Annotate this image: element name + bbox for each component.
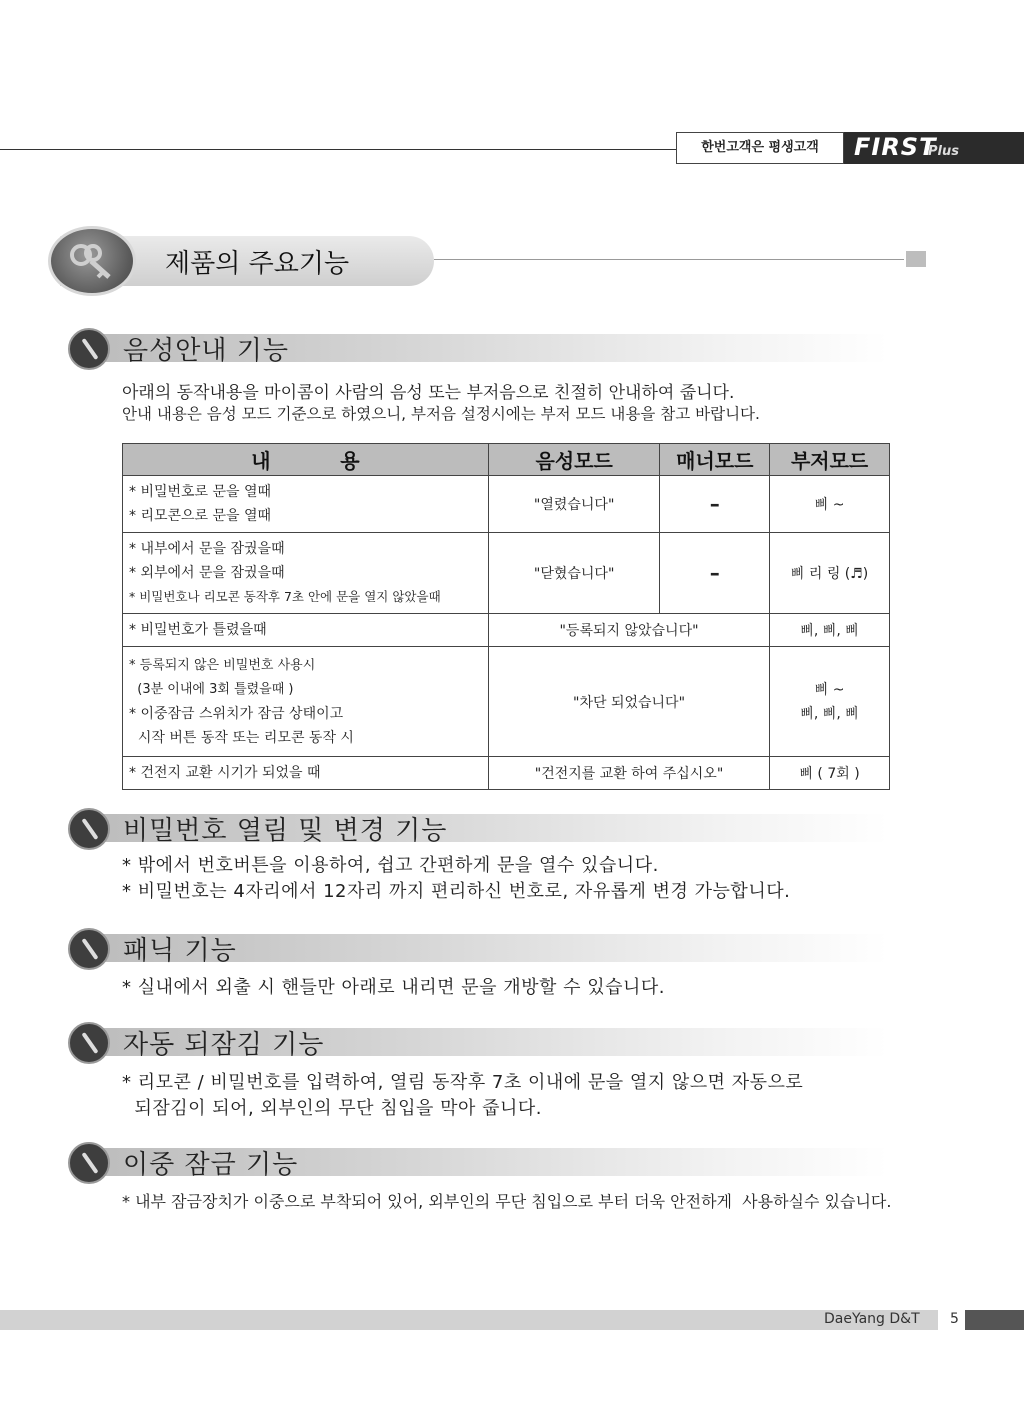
logo-main: FIRST bbox=[854, 133, 937, 161]
row-content bbox=[123, 533, 489, 614]
section-bullet-icon bbox=[68, 1142, 110, 1184]
col-manner-mode: 매너모드 bbox=[660, 444, 770, 476]
panic-line-1: * 실내에서 외출 시 핸들만 아래로 내리면 문을 개방할 수 있습니다. bbox=[122, 977, 666, 998]
row-buzzer-line: 삐 ~ bbox=[814, 681, 845, 698]
section-bullet-icon bbox=[68, 808, 110, 850]
password-line-1: * 밖에서 번호버튼을 이용하여, 쉽고 간편하게 문을 열수 있습니다. bbox=[122, 855, 659, 876]
row-item: * 외부에서 문을 잠궜을때 bbox=[129, 565, 285, 581]
voice-desc-2: 안내 내용은 음성 모드 기준으로 하였으니, 부저음 설정시에는 부저 모드 내용을 참고 바랍니다. bbox=[122, 405, 760, 423]
row-voice: "건전지를 교환 하여 주십시오" bbox=[488, 757, 769, 790]
section-title: 음성안내 기능 bbox=[123, 336, 289, 366]
table-header-row bbox=[123, 444, 890, 476]
autolock-line-2: 되잠김이 되어, 외부인의 무단 침입을 막아 줍니다. bbox=[122, 1098, 542, 1119]
row-manner: – bbox=[660, 533, 770, 614]
section-panic-header bbox=[68, 928, 868, 972]
row-content bbox=[123, 647, 489, 757]
row-item: * 비밀번호나 리모콘 동작후 7초 안에 문을 열지 않았을때 bbox=[129, 589, 441, 604]
section-bullet-icon bbox=[68, 928, 110, 970]
page-title: 제품의 주요기능 bbox=[165, 249, 350, 279]
password-line-2: * 비밀번호는 4자리에서 12자리 까지 편리하신 번호로, 자유롭게 변경 가능합니다. bbox=[122, 881, 791, 902]
autolock-line-1: * 리모콘 / 비밀번호를 입력하여, 열림 동작후 7초 이내에 문을 열지 않으면 자동으로 bbox=[122, 1072, 804, 1093]
title-square bbox=[906, 251, 926, 267]
double-line-1: * 내부 잠금장치가 이중으로 부착되어 있어, 외부인의 무단 침입으로 부터 더욱 안전하게 사용하실수 있습니다. bbox=[122, 1192, 892, 1211]
section-bullet-icon bbox=[68, 328, 110, 370]
table-row bbox=[123, 614, 890, 647]
row-manner: – bbox=[660, 476, 770, 533]
row-content bbox=[123, 614, 489, 647]
brand-logo bbox=[844, 132, 1024, 164]
row-buzzer bbox=[770, 647, 890, 757]
section-title: 자동 되잠김 기능 bbox=[123, 1030, 325, 1060]
row-item: * 등록되지 않은 비밀번호 사용시 bbox=[129, 657, 316, 673]
table-row bbox=[123, 533, 890, 614]
footer-brand: DaeYang D&T bbox=[824, 1311, 920, 1327]
row-item: 시작 버튼 동작 또는 리모콘 동작 시 bbox=[129, 729, 354, 746]
table-row bbox=[123, 647, 890, 757]
header-rule bbox=[0, 149, 676, 150]
footer-tab bbox=[965, 1310, 1024, 1330]
row-buzzer-line: 삐, 삐, 삐 bbox=[800, 705, 859, 722]
table-row bbox=[123, 757, 890, 790]
section-bullet-icon bbox=[68, 1022, 110, 1064]
col-content: 내 용 bbox=[123, 444, 489, 476]
row-content bbox=[123, 757, 489, 790]
row-content bbox=[123, 476, 489, 533]
section-autolock-header bbox=[68, 1022, 868, 1066]
col-buzzer-mode: 부저모드 bbox=[770, 444, 890, 476]
title-rule bbox=[434, 259, 904, 260]
row-item: * 건전지 교환 시기가 되었을 때 bbox=[129, 765, 321, 781]
row-item: * 내부에서 문을 잠궜을때 bbox=[129, 541, 285, 557]
section-password-header bbox=[68, 808, 868, 852]
row-voice: "열렸습니다" bbox=[488, 476, 660, 533]
row-buzzer: 삐 리 링 (♬) bbox=[770, 533, 890, 614]
row-item: * 비밀번호로 문을 열때 bbox=[129, 484, 272, 500]
section-voice-header bbox=[68, 328, 868, 372]
row-voice: "닫혔습니다" bbox=[488, 533, 660, 614]
row-buzzer: 삐 ~ bbox=[770, 476, 890, 533]
section-title: 패닉 기능 bbox=[123, 936, 237, 966]
header-tagline: 한번고객은 평생고객 bbox=[676, 132, 844, 164]
row-voice: "차단 되었습니다" bbox=[488, 647, 769, 757]
row-item: * 리모콘으로 문을 열때 bbox=[129, 508, 272, 524]
logo-sub: Plus bbox=[928, 144, 959, 159]
row-buzzer: 삐, 삐, 삐 bbox=[770, 614, 890, 647]
row-item: (3분 이내에 3회 틀렸을때 ) bbox=[129, 681, 294, 697]
row-item: * 비밀번호가 틀렸을때 bbox=[129, 622, 267, 638]
table-row bbox=[123, 476, 890, 533]
key-icon bbox=[48, 226, 136, 296]
section-double-header bbox=[68, 1142, 868, 1186]
row-buzzer: 삐 ( 7회 ) bbox=[770, 757, 890, 790]
section-title: 이중 잠금 기능 bbox=[123, 1150, 299, 1180]
section-title: 비밀번호 열림 및 변경 기능 bbox=[123, 816, 448, 846]
col-voice-mode: 음성모드 bbox=[488, 444, 660, 476]
voice-guide-table bbox=[122, 443, 890, 790]
footer-bar bbox=[0, 1310, 938, 1330]
page-number: 5 bbox=[950, 1311, 959, 1327]
row-voice: "등록되지 않았습니다" bbox=[488, 614, 769, 647]
voice-desc-1: 아래의 동작내용을 마이콤이 사람의 음성 또는 부저음으로 친절히 안내하여 줍니다. bbox=[122, 383, 735, 403]
row-item: * 이중잠금 스위치가 잠금 상태이고 bbox=[129, 705, 344, 722]
